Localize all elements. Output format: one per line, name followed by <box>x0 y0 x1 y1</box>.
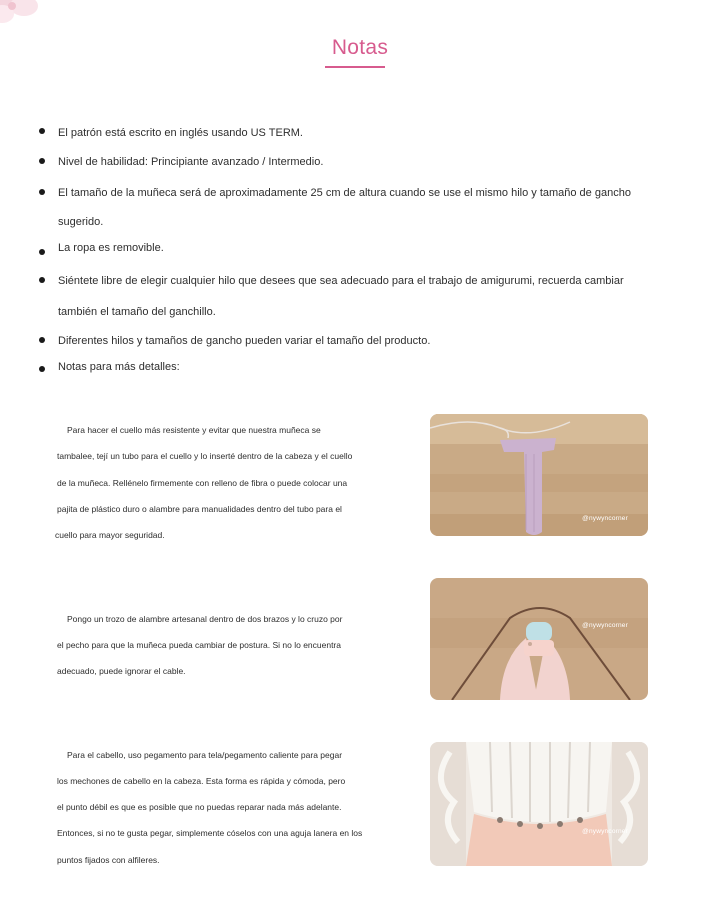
bullet-text: sugerido. <box>58 216 104 228</box>
detail-text: los mechones de cabello en la cabeza. Esta forma es rápida y cómoda, pero <box>57 776 346 786</box>
bullet-dot <box>39 158 45 164</box>
page-title: Notas <box>331 36 389 59</box>
bullet-text: Nivel de habilidad: Principiante avanzado / Intermedio. <box>58 156 324 168</box>
detail-text: pajita de plástico duro o alambre para manualidades dentro del tubo para el <box>57 504 342 514</box>
notes-bullet-list <box>0 0 720 400</box>
bullet-dot <box>39 249 45 255</box>
bullet-text: El tamaño de la muñeca será de aproximadamente 25 cm de altura cuando se use el mismo hilo y tamaño de gancho <box>58 187 631 199</box>
photo-watermark: @nywyncorner <box>582 828 628 835</box>
bullet-text: Notas para más detalles: <box>58 361 180 373</box>
bullet-text: El patrón está escrito en inglés usando US TERM. <box>58 127 303 139</box>
detail-text: puntos fijados con alfileres. <box>57 855 160 865</box>
detail-text: adecuado, puede ignorar el cable. <box>57 666 186 676</box>
detail-text: Para el cabello, uso pegamento para tela/pegamento caliente para pegar <box>67 750 343 760</box>
bullet-dot <box>39 337 45 343</box>
photo-watermark: @nywyncorner <box>582 622 628 629</box>
detail-text: cuello para mayor seguridad. <box>55 530 165 540</box>
neck-tube-photo <box>430 414 648 536</box>
detail-text: tambalee, tejí un tubo para el cuello y lo inserté dentro de la cabeza y el cuello <box>57 451 353 461</box>
bullet-dot <box>39 277 45 283</box>
arm-wire-photo <box>430 578 648 700</box>
bullet-text: Siéntete libre de elegir cualquier hilo que desees que sea adecuado para el trabajo de amigurumi, recuerda cambiar <box>58 275 624 287</box>
bullet-text: Diferentes hilos y tamaños de gancho pueden variar el tamaño del producto. <box>58 335 431 347</box>
hair-photo <box>430 742 648 866</box>
detail-text: de la muñeca. Rellénelo firmemente con relleno de fibra o puede colocar una <box>57 478 348 488</box>
detail-text: el punto débil es que es posible que no puedas reparar nada más adelante. <box>57 802 342 812</box>
bullet-dot <box>39 189 45 195</box>
photo-watermark: @nywyncorner <box>582 515 628 522</box>
detail-text: Pongo un trozo de alambre artesanal dentro de dos brazos y lo cruzo por <box>67 614 343 624</box>
bullet-text: La ropa es removible. <box>58 242 164 254</box>
detail-text: el pecho para que la muñeca pueda cambiar de postura. Si no lo encuentra <box>57 640 341 650</box>
bullet-dot <box>39 128 45 134</box>
bullet-text: también el tamaño del ganchillo. <box>58 306 216 318</box>
detail-text: Entonces, si no te gusta pegar, simplemente cóselos con una aguja lanera en los <box>57 828 363 838</box>
detail-text: Para hacer el cuello más resistente y evitar que nuestra muñeca se <box>67 425 321 435</box>
bullet-dot <box>39 366 45 372</box>
